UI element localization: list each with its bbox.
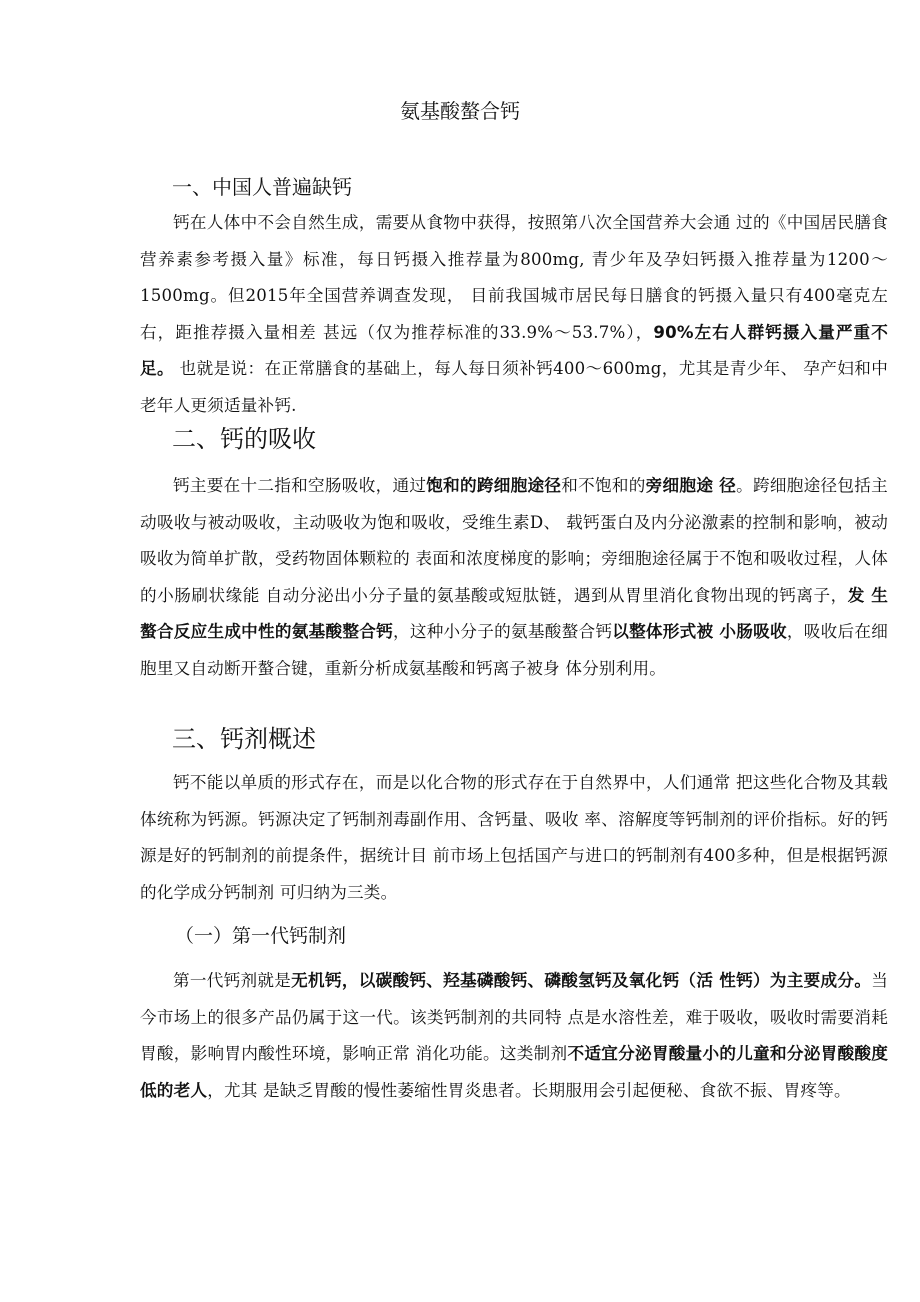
section-2-bold-c: 发 生螯合反应生成中性的氨基酸整合钙 [140,585,888,641]
document-title: 氨基酸螯合钙 [400,99,520,123]
section-2-text-b: 和不饱和的 [561,476,646,495]
section-3-1-text-b: 当今市场上的很多产品仍属于这一代。该类钙制剂的共同特 点是水溶性差，难于吸收，吸收时需要消耗胃酸，影响胃内酸性环境，影响正常 消化功能。这类制剂 [140,971,888,1063]
section-3-1-bold-a: 无机钙，以碳酸钙、羟基磷酸钙、磷酸氢钙及氧化钙（活 性钙）为主要成分。 [291,971,872,990]
section-1-text-b: 也就是说：在正常膳食的基础上，每人每日须补钙400〜600mg，尤其是青少年、 孕产妇和中老年人更须适量补钙. [140,359,889,415]
section-1-bold-a: 90%左右人群钙摄入量严重不足。 [140,322,888,378]
section-2-heading: 二、钙的吸收 [172,425,316,453]
section-2-text-e: ，吸收后在细胞里又自动断开螯合键，重新分析成氨基酸和钙离子被身 体分别利用。 [140,622,889,678]
section-1-paragraph [140,205,888,424]
section-3-1-text-c: ，尤其 是缺乏胃酸的慢性萎缩性胃炎患者。长期服用会引起便秘、食欲不振、胃疼等。 [207,1080,851,1100]
section-2-bold-b: 旁细胞途 径 [645,476,737,495]
section-3-paragraph: 钙不能以单质的形式存在，而是以化合物的形式存在于自然界中，人们通常 把这些化合物及其载体统称为钙源。钙源决定了钙制剂毒副作用、含钙量、吸收 率、溶解度等钙制剂的评价指标。好的钙源是好的钙制剂的前提条件，据统计目 前市场上包括国产与进口的钙制剂有400多种，但是根据钙源的化学成分钙制剂 可归纳为三类。 [140,773,888,902]
section-3-1-bold-b: 不适宜分泌胃酸量小的儿童和分泌胃酸酸度低的老人 [140,1044,888,1100]
section-2-text-d: ，这种小分子的氨基酸螯合钙 [392,622,613,641]
section-1-text-a: 钙在人体中不会自然生成，需要从食物中获得，按照第八次全国营养大会通 过的《中国居民膳食营养素参考摄入量》标准，每日钙摄入推荐量为800mg, 青少年及孕妇钙摄入推荐量为1200〜1500mg。但2015年全国营养调查发现， 目前我国城市居民每日膳食的钙摄入量只有400毫克左右，距推荐摄入量相差 甚远（仅为推荐标准的33.9%〜53.7%）， [140,213,888,342]
section-2-text-c: 。跨细胞途径包括主动吸收与被动吸收，主动吸收为饱和吸收，受维生素D、 载钙蛋白及内分泌激素的控制和影响，被动吸收为简单扩散，受药物固体颗粒的 表面和浓度梯度的影响；旁细胞途径属于不饱和吸收过程，人体的小肠刷状缘能 自动分泌出小分子量的氨基酸或短肽链，遇到从胃里消化食物出现的钙离子， [140,476,888,605]
section-1-heading: 一、中国人普遍缺钙 [172,175,352,199]
section-3-1-paragraph [140,963,888,1109]
section-2-paragraph [140,468,888,687]
section-2-bold-d: 以整体形式被 小肠吸收 [612,622,787,641]
section-3-1-heading: （一）第一代钙制剂 [175,925,347,947]
section-3-1-text-a: 第一代钙剂就是 [173,971,292,990]
section-3-heading: 三、钙剂概述 [172,725,316,753]
section-2-bold-a: 饱和的跨细胞途径 [426,476,562,495]
section-2-text-a: 钙主要在十二指和空肠吸收，通过 [173,476,427,495]
